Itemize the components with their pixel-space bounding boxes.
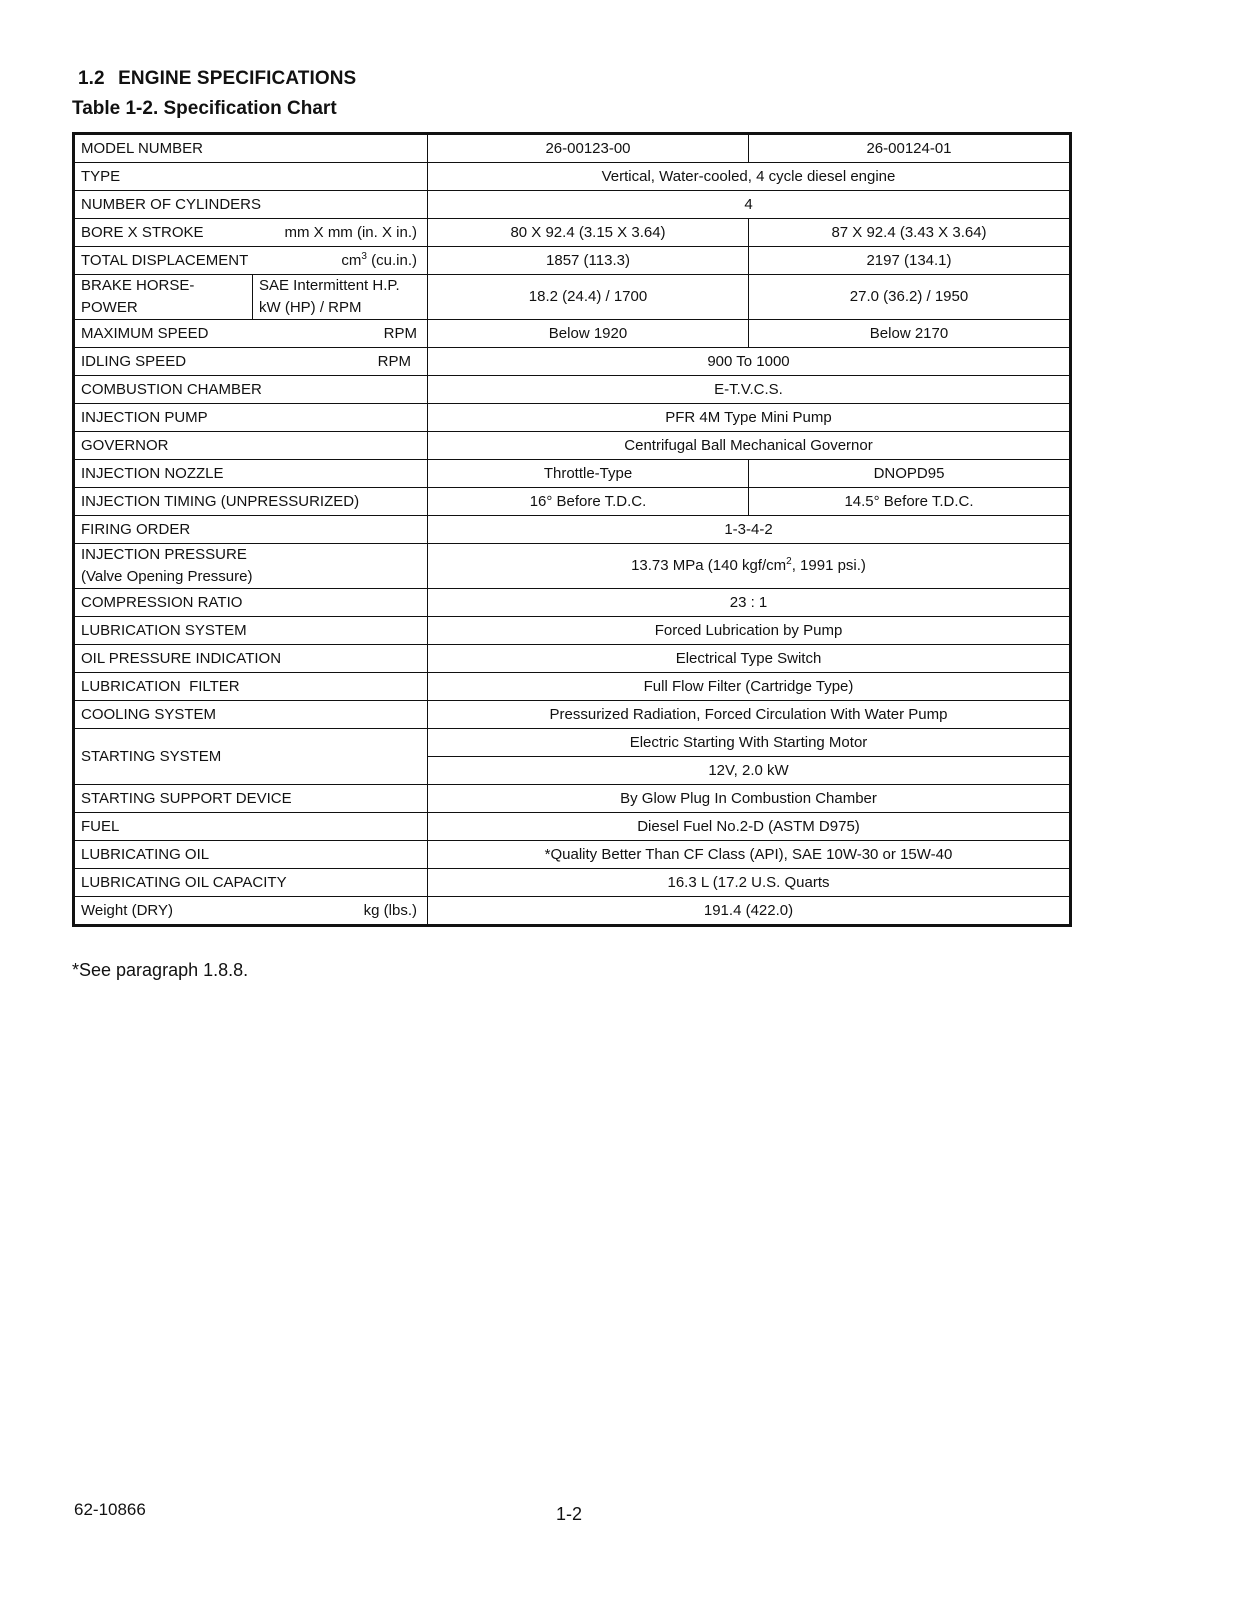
row-label: OIL PRESSURE INDICATION [74,645,428,673]
table-row [74,460,1071,488]
row-label: MODEL NUMBER [74,134,428,163]
cell-value: Electrical Type Switch [428,645,1071,673]
row-label: COOLING SYSTEM [74,701,428,729]
table-row [74,516,1071,544]
document-number: 62-10866 [74,1500,146,1519]
table-row [74,673,1071,701]
row-label: LUBRICATION FILTER [74,673,428,701]
row-unit: RPM [377,352,411,370]
table-row [74,432,1071,460]
table-row [74,219,1071,247]
cell-value: 4 [428,191,1071,219]
cell-value: Diesel Fuel No.2-D (ASTM D975) [428,813,1071,841]
cell-value: 27.0 (36.2) / 1950 [749,275,1071,320]
section-title: ENGINE SPECIFICATIONS [118,68,357,89]
cell-value: *Quality Better Than CF Class (API), SAE 10W-30 or 15W-40 [428,841,1071,869]
row-label: INJECTION PRESSURE (Valve Opening Pressure) [74,544,428,589]
cell-value: Below 2170 [749,320,1071,348]
row-label: IDLING SPEED [81,352,187,370]
cell-value: Throttle-Type [428,460,749,488]
cell-value: 1-3-4-2 [428,516,1071,544]
table-row [74,841,1071,869]
row-label: INJECTION PUMP [74,404,428,432]
table-row [74,275,1071,320]
table-row [74,247,1071,275]
cell-value: E-T.V.C.S. [428,376,1071,404]
cell-value: 26-00123-00 [428,134,749,163]
table-row [74,404,1071,432]
row-label: LUBRICATING OIL CAPACITY [74,869,428,897]
cell-value: 18.2 (24.4) / 1700 [428,275,749,320]
row-unit: mm X mm (in. X in.) [284,223,417,241]
table-row [74,376,1071,404]
cell-value: 80 X 92.4 (3.15 X 3.64) [428,219,749,247]
row-label-cell [74,897,428,926]
table-row [74,617,1071,645]
specification-table [72,132,1072,927]
section-heading [78,68,356,90]
cell-value: 14.5° Before T.D.C. [749,488,1071,516]
table-row [74,813,1071,841]
row-label: NUMBER OF CYLINDERS [74,191,428,219]
row-label: FIRING ORDER [74,516,428,544]
row-label-cell [74,348,428,376]
cell-value: Electric Starting With Starting Motor [428,729,1071,757]
table-row [74,645,1071,673]
cell-value: 900 To 1000 [428,348,1071,376]
row-label: BRAKE HORSE- POWER [74,275,253,320]
row-label: COMPRESSION RATIO [74,589,428,617]
table-row [74,897,1071,926]
cell-value: Full Flow Filter (Cartridge Type) [428,673,1071,701]
row-label: LUBRICATION SYSTEM [74,617,428,645]
row-label: STARTING SYSTEM [74,729,428,785]
cell-value: Forced Lubrication by Pump [428,617,1071,645]
cell-value: 23 : 1 [428,589,1071,617]
cell-value: PFR 4M Type Mini Pump [428,404,1071,432]
table-row [74,488,1071,516]
table-row [74,544,1071,589]
row-label: INJECTION NOZZLE [74,460,428,488]
cell-value: Pressurized Radiation, Forced Circulation With Water Pump [428,701,1071,729]
row-label: COMBUSTION CHAMBER [74,376,428,404]
cell-value: DNOPD95 [749,460,1071,488]
row-label: STARTING SUPPORT DEVICE [74,785,428,813]
row-label: MAXIMUM SPEED [81,324,209,342]
row-label: TYPE [74,163,428,191]
cell-value: 12V, 2.0 kW [428,757,1071,785]
row-label: Weight (DRY) [81,901,173,919]
cell-value: 16° Before T.D.C. [428,488,749,516]
row-label: GOVERNOR [74,432,428,460]
table-row [74,348,1071,376]
row-label: LUBRICATING OIL [74,841,428,869]
row-label-cell [74,219,428,247]
cell-value: 2197 (134.1) [749,247,1071,275]
row-unit: RPM [383,324,417,342]
table-title: Table 1-2. Specification Chart [72,98,337,119]
table-row [74,785,1071,813]
table-row [74,134,1071,163]
cell-value: 16.3 L (17.2 U.S. Quarts [428,869,1071,897]
table-row [74,163,1071,191]
cell-value: Vertical, Water-cooled, 4 cycle diesel engine [428,163,1071,191]
row-label-cell [74,320,428,348]
row-label: FUEL [74,813,428,841]
row-label: INJECTION TIMING (UNPRESSURIZED) [74,488,428,516]
footnote: *See paragraph 1.8.8. [72,960,249,980]
cell-value: 87 X 92.4 (3.43 X 3.64) [749,219,1071,247]
cell-value: 13.73 MPa (140 kgf/$cm^2$, 1991 psi.) [428,544,1071,589]
table-row [74,320,1071,348]
table-row [74,729,1071,757]
table-row [74,869,1071,897]
cell-value: 26-00124-01 [749,134,1071,163]
row-unit: $cm^3$ (cu.in.) [341,250,417,269]
cell-value: By Glow Plug In Combustion Chamber [428,785,1071,813]
row-sublabel: SAE Intermittent H.P. kW (HP) / RPM [253,275,428,320]
table-row [74,589,1071,617]
table-row [74,191,1071,219]
row-unit: kg (lbs.) [363,901,417,919]
row-label-cell [74,247,428,275]
cell-value: Below 1920 [428,320,749,348]
row-label: TOTAL DISPLACEMENT [81,251,249,269]
page-number: 1-2 [556,1504,583,1524]
section-number: 1.2 [78,68,105,89]
table-row [74,701,1071,729]
row-label: BORE X STROKE [81,223,204,241]
cell-value: 191.4 (422.0) [428,897,1071,926]
cell-value: Centrifugal Ball Mechanical Governor [428,432,1071,460]
cell-value: 1857 (113.3) [428,247,749,275]
